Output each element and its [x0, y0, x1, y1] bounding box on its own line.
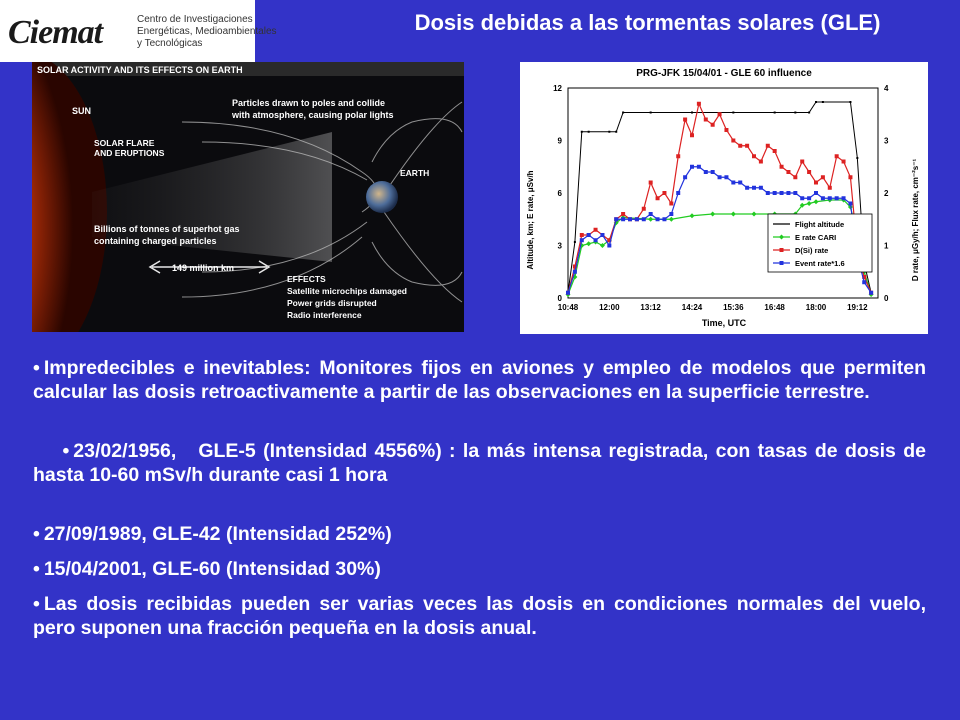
data-point [752, 186, 756, 190]
data-point [642, 217, 646, 221]
y-tick-label: 3 [557, 241, 562, 251]
data-point [608, 131, 610, 133]
data-point [580, 238, 584, 242]
data-point [669, 202, 673, 206]
data-point [814, 191, 818, 195]
data-point [607, 244, 611, 248]
data-point [669, 212, 673, 216]
y-tick-label: 9 [557, 136, 562, 146]
data-point [821, 196, 825, 200]
data-point [848, 202, 852, 206]
data-point [614, 217, 618, 221]
data-point [615, 131, 617, 133]
data-point [649, 181, 653, 185]
data-point [587, 233, 591, 237]
legend-label: Flight altitude [795, 220, 845, 229]
data-point [745, 144, 749, 148]
x-tick-label: 10:48 [557, 303, 579, 312]
label-sun: SUN [72, 106, 92, 116]
data-point [704, 118, 708, 122]
data-point [786, 191, 790, 195]
label-flare: SOLAR FLARE [94, 138, 155, 148]
data-point [621, 212, 625, 216]
data-point [869, 291, 873, 295]
slide-title: Dosis debidas a las tormentas solares (GLE) [414, 10, 881, 35]
logo-line: Energéticas, Medioambientales [137, 26, 277, 37]
earth-shape [366, 181, 398, 213]
data-point [718, 112, 722, 116]
data-point [745, 186, 749, 190]
gle60-chart [520, 62, 928, 334]
data-point [814, 181, 818, 185]
bullet-text: Las dosis recibidas pueden ser varias veces las dosis en condiciones normales del vuelo, pero suponen una fracción pequeña en la dosis anual. [33, 593, 926, 639]
data-point [738, 181, 742, 185]
data-point [780, 165, 784, 169]
data-point [580, 233, 584, 237]
data-point [649, 212, 653, 216]
data-point [724, 175, 728, 179]
label-distance: 149 million km [172, 263, 235, 273]
label-earth: EARTH [400, 168, 430, 178]
x-tick-label: 19:12 [847, 303, 868, 312]
y2-tick-label: 0 [884, 294, 889, 303]
y2-tick-label: 1 [884, 241, 889, 251]
chart-legend [768, 214, 872, 272]
bullet-text: 27/09/1989, GLE-42 (Intensidad 252%) [43, 523, 392, 545]
data-point [828, 186, 832, 190]
data-point [848, 175, 852, 179]
data-point [622, 112, 624, 114]
data-point [773, 191, 777, 195]
data-point [574, 241, 576, 243]
data-point [697, 165, 701, 169]
data-point [662, 217, 666, 221]
label-gas: Billions of tonnes of superhot gas [94, 224, 240, 234]
y-tick-label: 12 [553, 84, 562, 93]
legend-marker [780, 248, 784, 252]
label-effects: EFFECTS [287, 274, 326, 284]
data-point [650, 112, 652, 114]
data-point [697, 102, 701, 106]
y-tick-label: 6 [557, 189, 562, 198]
bullet-item [33, 522, 926, 546]
bullet-item [33, 592, 926, 640]
logo-wordmark: Ciemat [8, 14, 103, 51]
data-point [794, 112, 796, 114]
legend-label: E rate CARI [795, 233, 837, 242]
data-point [581, 131, 583, 133]
data-point [862, 280, 866, 284]
data-point [711, 170, 715, 174]
data-point [573, 270, 577, 274]
bullet-text: Impredecibles e inevitables: Monitores fijos en aviones y empleo de modelos que permiten calcular las dosis retroactivamente a partir de las observaciones en la superficie terrestre. [33, 357, 926, 403]
data-point [628, 217, 632, 221]
x-tick-label: 15:36 [723, 303, 744, 312]
bullet-item [33, 415, 932, 511]
data-point [856, 157, 858, 159]
data-point [718, 175, 722, 179]
label-effects: Power grids disrupted [287, 298, 377, 308]
data-point [662, 191, 666, 195]
data-point [600, 233, 604, 237]
bullet-symbol: • [33, 357, 40, 379]
data-point [759, 160, 763, 164]
data-point [808, 112, 810, 114]
solar-figure-heading: SOLAR ACTIVITY AND ITS EFFECTS ON EARTH [37, 65, 243, 75]
data-point [731, 139, 735, 143]
x-tick-label: 14:24 [681, 303, 703, 312]
data-point [690, 165, 694, 169]
data-point [821, 175, 825, 179]
data-point [842, 196, 846, 200]
y2-tick-label: 4 [884, 84, 889, 93]
data-point [635, 217, 639, 221]
bullet-symbol: • [33, 558, 40, 580]
legend-label: Event rate*1.6 [795, 259, 845, 268]
logo-line: Centro de Investigaciones [137, 14, 253, 25]
data-point [656, 196, 660, 200]
data-point [683, 175, 687, 179]
data-point [780, 191, 784, 195]
bullet-item [33, 557, 926, 581]
x-tick-label: 16:48 [764, 303, 785, 312]
chart-ylabel-right: D rate, μGy/h; Flux rate, cm⁻²s⁻¹ [911, 158, 920, 282]
data-point [793, 191, 797, 195]
label-flare: AND ERUPTIONS [94, 148, 165, 158]
data-point [724, 128, 728, 132]
data-point [690, 133, 694, 137]
data-point [683, 118, 687, 122]
chart-xlabel: Time, UTC [701, 318, 747, 328]
label-particles: Particles drawn to poles and collide [232, 98, 386, 108]
bullet-item [33, 356, 926, 404]
data-point [766, 144, 770, 148]
bullet-symbol: • [33, 593, 40, 615]
data-point [691, 112, 693, 114]
data-point [621, 217, 625, 221]
chart-ylabel-left: Altitude, km; E rate, μSv/h [526, 170, 535, 270]
bullet-list [33, 356, 932, 651]
data-point [588, 131, 590, 133]
ciemat-logo [0, 0, 277, 62]
data-point [793, 175, 797, 179]
label-particles: with atmosphere, causing polar lights [232, 110, 394, 120]
data-point [822, 101, 824, 103]
data-point [711, 123, 715, 127]
legend-label: D(Si) rate [795, 246, 829, 255]
x-tick-label: 13:12 [640, 303, 661, 312]
data-point [786, 170, 790, 174]
data-point [800, 160, 804, 164]
data-point [738, 144, 742, 148]
chart-title: PRG-JFK 15/04/01 - GLE 60 influence [636, 68, 812, 79]
data-point [800, 196, 804, 200]
data-point [766, 191, 770, 195]
y2-tick-label: 2 [884, 189, 889, 198]
data-point [759, 186, 763, 190]
legend-marker [780, 261, 784, 265]
y-tick-label: 0 [557, 294, 562, 303]
label-effects: Radio interference [287, 310, 362, 320]
x-tick-label: 18:00 [805, 303, 827, 312]
data-point [566, 291, 570, 295]
data-point [676, 154, 680, 158]
data-point [752, 154, 756, 158]
logo-line: y Tecnológicas [137, 38, 203, 49]
data-point [731, 181, 735, 185]
label-gas: containing charged particles [94, 236, 217, 246]
data-point [807, 196, 811, 200]
data-point [642, 207, 646, 211]
bullet-symbol: • [33, 523, 40, 545]
solar-activity-illustration [32, 62, 464, 332]
data-point [807, 170, 811, 174]
data-point [842, 160, 846, 164]
data-point [594, 238, 598, 242]
data-point [835, 196, 839, 200]
data-point [835, 154, 839, 158]
label-effects: Satellite microchips damaged [287, 286, 407, 296]
data-point [849, 101, 851, 103]
logo-subtitle [137, 14, 277, 50]
bullet-symbol: • [62, 440, 70, 462]
data-point [704, 170, 708, 174]
y2-tick-label: 3 [884, 136, 889, 146]
data-point [774, 112, 776, 114]
data-point [828, 196, 832, 200]
data-point [815, 101, 817, 103]
solar-illustration-svg [32, 62, 464, 332]
data-point [773, 149, 777, 153]
chart-svg [520, 62, 928, 334]
data-point [732, 112, 734, 114]
bullet-text: 15/04/2001, GLE-60 (Intensidad 30%) [43, 558, 381, 580]
bullet-text: 23/02/1956, GLE-5 (Intensidad 4556%) : la más intensa registrada, con tasas de dosis de hasta 10-60 mSv/h durante casi 1 hora [33, 440, 932, 486]
x-tick-label: 12:00 [599, 303, 620, 312]
data-point [676, 191, 680, 195]
data-point [656, 217, 660, 221]
data-point [594, 228, 598, 232]
